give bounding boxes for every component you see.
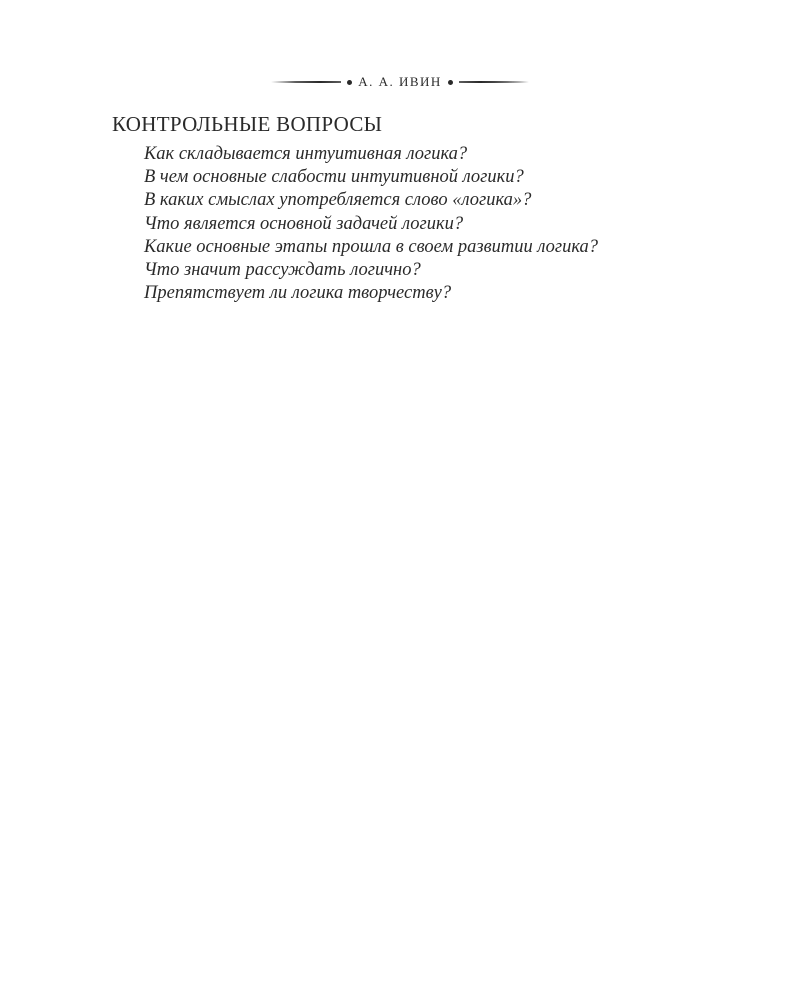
left-dot-icon bbox=[347, 80, 352, 85]
question-item: В чем основные слабости интуитивной логики? bbox=[144, 167, 524, 188]
question-item: Какие основные этапы прошла в своем развитии логика? bbox=[144, 236, 599, 257]
right-dot-icon bbox=[448, 80, 453, 85]
running-header bbox=[0, 72, 800, 92]
running-header-author: А. А. ИВИН bbox=[358, 74, 442, 89]
question-item: Препятствует ли логика творчеству? bbox=[144, 283, 452, 304]
question-item: Что является основной задачей логики? bbox=[144, 213, 464, 234]
left-ornament-icon bbox=[271, 77, 341, 87]
section-title: КОНТРОЛЬНЫЕ ВОПРОСЫ bbox=[112, 112, 383, 136]
questions-list bbox=[144, 143, 764, 305]
question-item: Что значит рассуждать логично? bbox=[144, 260, 421, 281]
right-ornament-icon bbox=[459, 77, 529, 87]
question-item: В каких смыслах употребляется слово «логика»? bbox=[144, 190, 532, 211]
question-item: Как складывается интуитивная логика? bbox=[144, 144, 468, 164]
